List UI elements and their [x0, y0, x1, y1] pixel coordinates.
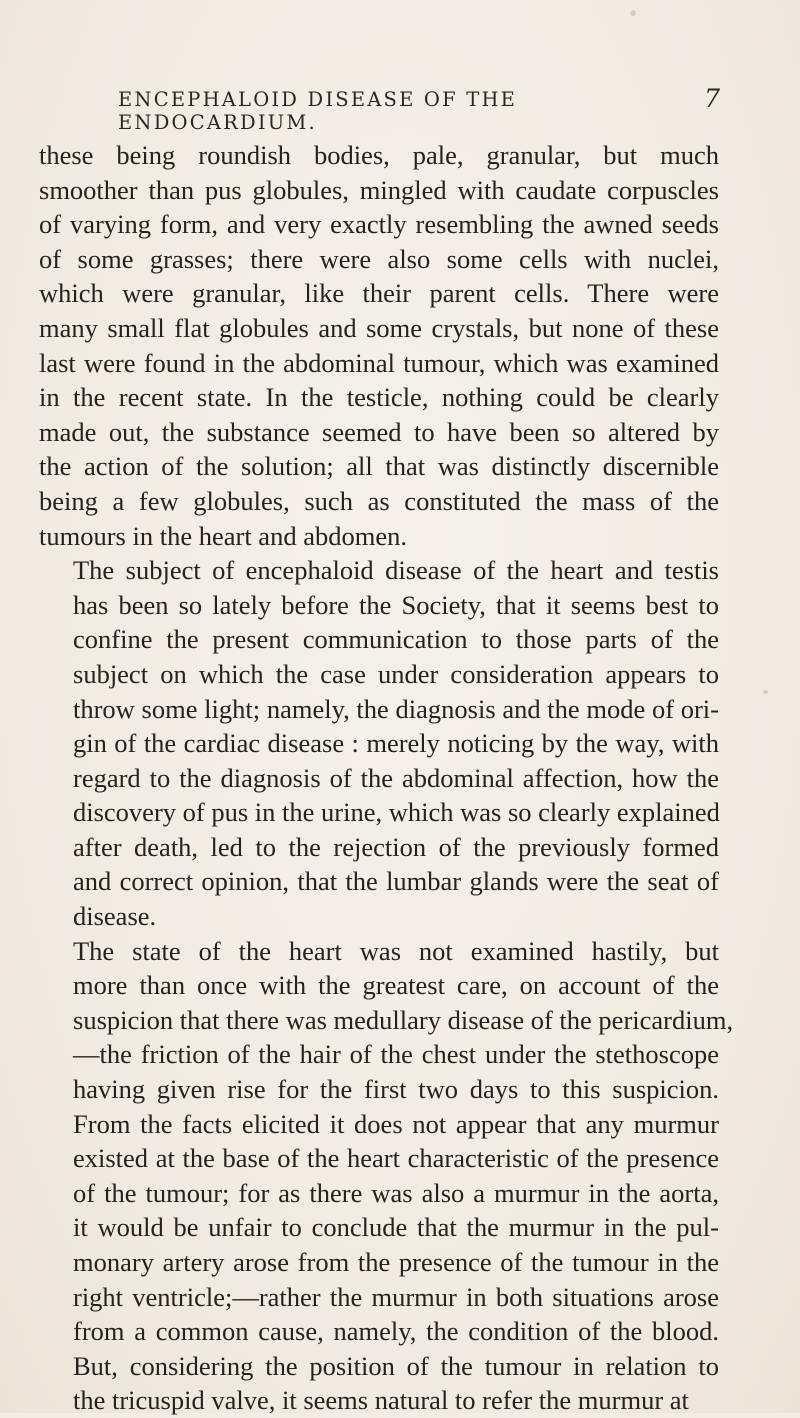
text-line: last were found in the abdominal tumour, which was examined: [39, 347, 719, 378]
text-line: discovery of pus in the urine, which was so clearly explained: [73, 797, 720, 828]
text-line: tumours in the heart and abdomen.: [39, 520, 407, 551]
text-line: gin of the cardiac disease : merely noticing by the way, with: [73, 728, 719, 759]
text-line: The subject of encephaloid disease of the heart and testis: [73, 555, 719, 586]
text-line: suspicion that there was medullary disease of the pericardium,: [73, 1004, 734, 1035]
text-line: the tricuspid valve, it seems natural to refer the murmur at: [73, 1385, 689, 1416]
text-line: many small flat globules and some crystals, but none of these: [39, 312, 719, 343]
paragraph-3: [39, 934, 734, 1418]
text-line: of some grasses; there were also some cells with nuclei,: [39, 243, 719, 274]
text-line: of varying form, and very exactly resembling the awned seeds: [39, 209, 719, 240]
text-line: existed at the base of the heart characteristic of the presence: [73, 1143, 719, 1174]
text-line: from a common cause, namely, the condition of the blood.: [73, 1316, 719, 1347]
page-number: 7: [704, 84, 720, 113]
text-line: of the tumour; for as there was also a murmur in the aorta,: [73, 1177, 719, 1208]
text-line: it would be unfair to conclude that the murmur in the pul-: [73, 1212, 719, 1243]
paper-speck: [763, 690, 768, 694]
text-line: and correct opinion, that the lumbar glands were the seat of: [73, 866, 719, 897]
page-header: [118, 84, 720, 134]
text-line: which were granular, like their parent cells. There were: [39, 278, 719, 309]
text-line: The state of the heart was not examined hastily, but: [73, 935, 719, 966]
paragraph-2: [39, 553, 719, 934]
text-line: throw some light; namely, the diagnosis and the mode of ori-: [73, 693, 719, 724]
text-line: But, considering the position of the tumour in relation to: [73, 1350, 719, 1381]
text-line: the action of the solution; all that was distinctly discernible: [39, 451, 719, 482]
text-line: confine the present communication to those parts of the: [73, 624, 719, 655]
text-line: right ventricle;—rather the murmur in both situations arose: [73, 1281, 719, 1312]
paper-speck: [630, 10, 636, 16]
text-line: more than once with the greatest care, on account of the: [73, 970, 719, 1001]
running-head: ENCEPHALOID DISEASE OF THE ENDOCARDIUM.: [118, 88, 518, 134]
body-text: [39, 138, 734, 1418]
text-line: has been so lately before the Society, that it seems best to: [73, 589, 719, 620]
text-line: regard to the diagnosis of the abdominal affection, how the: [73, 762, 719, 793]
text-line: subject on which the case under consideration appears to: [73, 658, 719, 689]
text-line: after death, led to the rejection of the previously formed: [73, 831, 719, 862]
text-line: made out, the substance seemed to have been so altered by: [39, 416, 719, 447]
text-line: having given rise for the first two days to this suspicion.: [73, 1074, 719, 1105]
text-line: monary artery arose from the presence of the tumour in the: [73, 1247, 719, 1277]
text-line: being a few globules, such as constituted the mass of the: [39, 485, 719, 516]
text-line: —the friction of the hair of the chest under the stethoscope: [73, 1039, 719, 1070]
text-line: in the recent state. In the testicle, nothing could be clearly: [39, 382, 719, 413]
paragraph-1: [39, 138, 719, 553]
text-line: these being roundish bodies, pale, granular, but much: [39, 140, 719, 170]
text-line: smoother than pus globules, mingled with caudate corpuscles: [39, 174, 719, 205]
text-line: disease.: [73, 901, 157, 932]
text-line: From the facts elicited it does not appear that any murmur: [73, 1108, 719, 1139]
